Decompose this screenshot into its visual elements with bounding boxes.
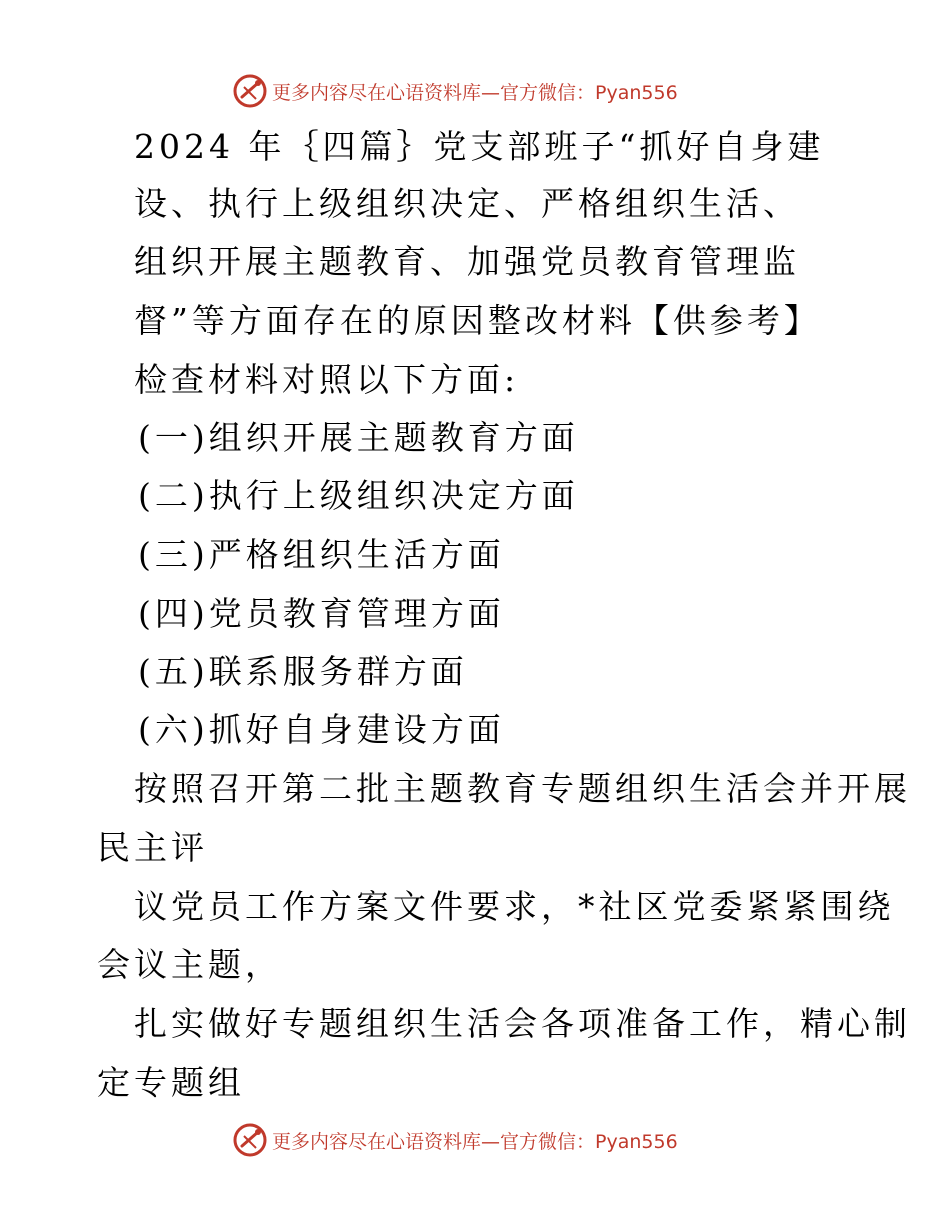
body-line-3: 议党员工作方案文件要求，*社区党委紧紧围绕: [134, 887, 895, 926]
brand-logo-icon: [232, 73, 268, 109]
brand-logo-icon: [232, 1122, 268, 1158]
intro-text: 检查材料对照以下方面:: [134, 360, 520, 399]
title-line-3: 组织开展主题教育、加强党员教育管理监: [134, 242, 800, 281]
footer-banner-text: 更多内容尽在心语资料库—官方微信：Pyan556: [272, 1130, 678, 1153]
list-item: (六)抓好自身建设方面: [138, 710, 505, 749]
body-line-2: 民主评: [97, 828, 208, 867]
list-item: (一)组织开展主题教育方面: [138, 418, 579, 457]
body-line-4: 会议主题，: [97, 945, 282, 984]
list-item: (二)执行上级组织决定方面: [138, 476, 579, 515]
list-item: (五)联系服务群方面: [138, 652, 468, 691]
list-item: (四)党员教育管理方面: [138, 594, 505, 633]
header-banner-text: 更多内容尽在心语资料库—官方微信：Pyan556: [272, 81, 678, 104]
body-line-6: 定专题组: [97, 1063, 245, 1102]
body-line-1: 按照召开第二批主题教育专题组织生活会并开展: [134, 769, 911, 808]
title-line-1: 2024 年｛四篇｝党支部班子“抓好自身建: [134, 127, 825, 166]
list-item: (三)严格组织生活方面: [138, 535, 505, 574]
body-line-5: 扎实做好专题组织生活会各项准备工作，精心制: [134, 1004, 911, 1043]
footer-banner: [232, 1121, 678, 1159]
title-line-2: 设、执行上级组织决定、严格组织生活、: [134, 184, 800, 223]
title-line-4: 督”等方面存在的原因整改材料【供参考】: [134, 301, 821, 340]
header-banner: [232, 72, 678, 110]
